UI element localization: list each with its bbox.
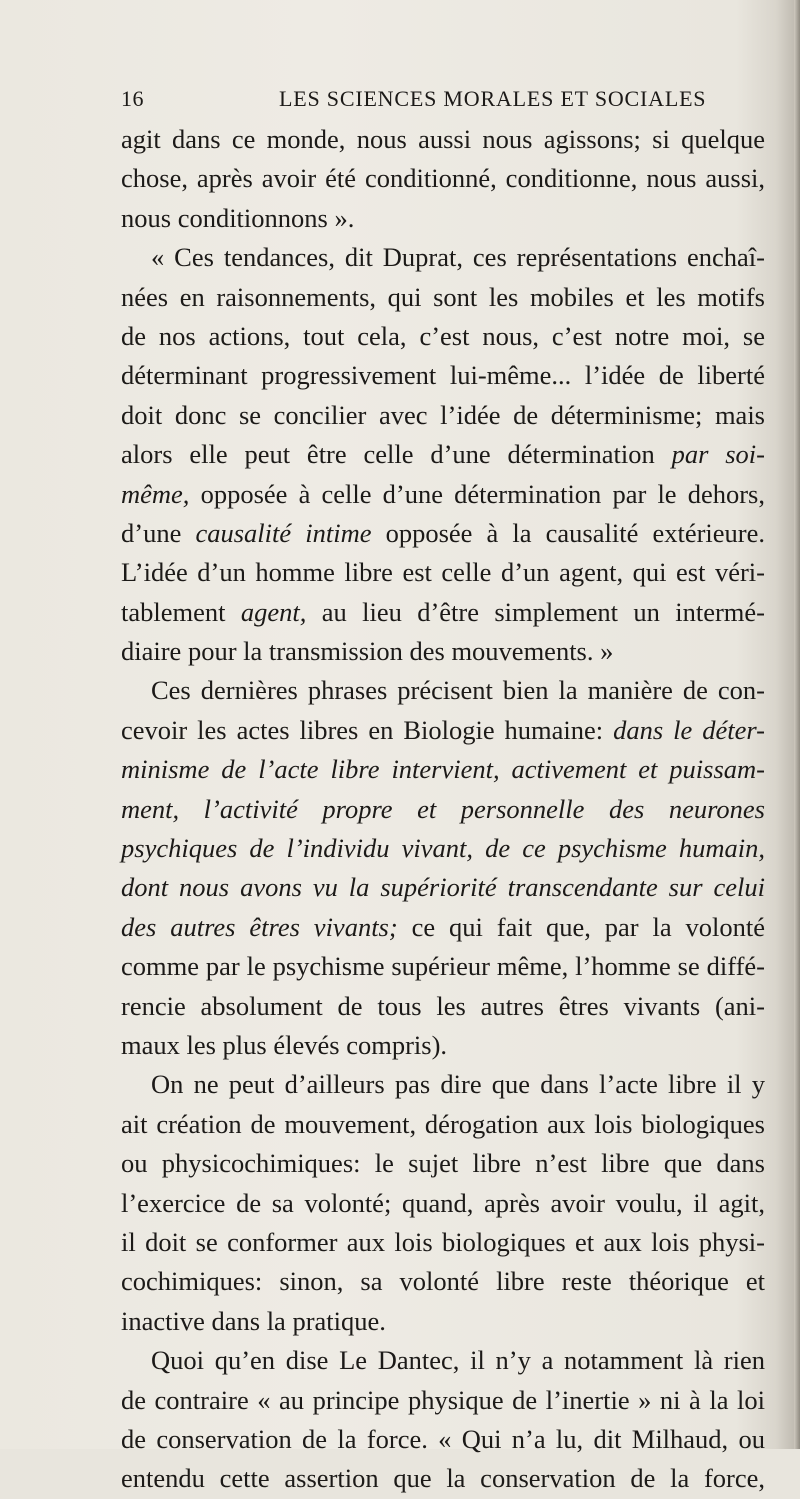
- text-line: [121, 947, 765, 986]
- text-line: [121, 908, 765, 947]
- text-line: [121, 1223, 765, 1262]
- text-line: [121, 1184, 765, 1223]
- text-segment: chose, après avoir été conditionné, conditionne, nous aussi,: [121, 163, 765, 194]
- italic-text: ment, l’activité propre et personnelle des neurones: [121, 793, 765, 824]
- page-number: 16: [121, 86, 144, 111]
- text-line: [121, 317, 765, 356]
- text-line: [121, 711, 765, 750]
- text-line: [121, 278, 765, 317]
- text-segment: il doit se conformer aux lois biologiques et aux lois physi-: [121, 1226, 765, 1257]
- italic-text: minisme de l’acte libre intervient, activement et puissam-: [121, 754, 765, 785]
- text-segment: entendu cette assertion que la conservation de la force,: [121, 1463, 765, 1494]
- text-segment: cochimiques: sinon, sa volonté libre reste théorique et: [121, 1266, 765, 1297]
- text-segment: cevoir les actes libres en Biologie humaine:: [121, 714, 614, 745]
- text-line: [121, 1302, 765, 1341]
- text-segment: L’idée d’un homme libre est celle d’un agent, qui est véri-: [121, 557, 765, 588]
- text-segment: ce qui fait que, par la volonté: [397, 911, 765, 942]
- text-segment: opposée à celle d’une détermination par le dehors,: [189, 478, 765, 509]
- text-line: [121, 356, 765, 395]
- text-segment: diaire pour la transmission des mouvements. »: [121, 636, 614, 667]
- text-line: [121, 475, 765, 514]
- body-text: [121, 120, 765, 1499]
- text-segment: agit dans ce monde, nous aussi nous agissons; si quelque: [121, 124, 765, 154]
- text-segment: Quoi qu’en dise Le Dantec, il n’y a notamment là rien: [151, 1345, 765, 1376]
- italic-text: dans le déter-: [613, 714, 765, 745]
- text-segment: de nos actions, tout cela, c’est nous, c’est notre moi, se: [121, 320, 765, 351]
- text-line: [121, 435, 765, 474]
- text-line: [121, 987, 765, 1026]
- text-segment: de conservation de la force. « Qui n’a lu, dit Milhaud, ou: [121, 1423, 765, 1454]
- text-line: [121, 671, 765, 710]
- text-line: [121, 553, 765, 592]
- text-line: [121, 593, 765, 632]
- italic-text: par soi-: [671, 439, 765, 470]
- text-line: [121, 199, 765, 238]
- text-line: [121, 1381, 765, 1420]
- text-line: [121, 1065, 765, 1104]
- text-segment: opposée à la causalité extérieure.: [371, 517, 765, 548]
- text-line: [121, 1262, 765, 1301]
- italic-text: agent,: [240, 596, 307, 627]
- text-line: [121, 1459, 765, 1498]
- text-segment: ou physicochimiques: le sujet libre n’est libre que dans: [121, 1148, 765, 1179]
- text-line: [121, 514, 765, 553]
- text-line: [121, 1026, 765, 1065]
- text-segment: comme par le psychisme supérieur même, l’homme se diffé-: [121, 951, 765, 982]
- text-line: [121, 120, 765, 159]
- text-segment: tablement: [121, 596, 241, 627]
- text-segment: inactive dans la pratique.: [121, 1305, 386, 1336]
- text-line: [121, 632, 765, 671]
- text-line: [121, 1420, 765, 1459]
- text-segment: l’exercice de sa volonté; quand, après avoir voulu, il agit,: [121, 1187, 765, 1218]
- text-line: [121, 1144, 765, 1183]
- text-line: [121, 868, 765, 907]
- text-segment: alors elle peut être celle d’une détermination: [121, 439, 672, 470]
- text-line: [121, 238, 765, 277]
- text-segment: rencie absolument de tous les autres êtres vivants (ani-: [121, 990, 765, 1021]
- text-line: [121, 829, 765, 868]
- text-segment: ait création de mouvement, dérogation aux lois biologiques: [121, 1108, 765, 1139]
- text-segment: « Ces tendances, dit Duprat, ces représentations enchaî-: [151, 242, 765, 273]
- running-head: LES SCIENCES MORALES ET SOCIALES: [279, 86, 707, 111]
- text-segment: doit donc se concilier avec l’idée de déterminisme; mais: [121, 399, 765, 430]
- text-line: [121, 159, 765, 198]
- text-line: [121, 790, 765, 829]
- text-segment: de contraire « au principe physique de l’inertie » ni à la loi: [121, 1384, 765, 1415]
- italic-text: des autres êtres vivants;: [121, 911, 398, 942]
- text-line: [121, 1105, 765, 1144]
- text-segment: On ne peut d’ailleurs pas dire que dans l’acte libre il y: [151, 1069, 765, 1100]
- text-segment: nous conditionnons ».: [121, 202, 355, 233]
- text-line: [121, 1341, 765, 1380]
- text-segment: maux les plus élevés compris).: [121, 1029, 448, 1060]
- text-line: [121, 750, 765, 789]
- text-segment: Ces dernières phrases précisent bien la manière de con-: [151, 675, 765, 706]
- text-segment: déterminant progressivement lui-même... l’idée de liberté: [121, 360, 765, 391]
- italic-text: causalité intime: [195, 517, 372, 548]
- text-line: [121, 396, 765, 435]
- text-segment: d’une: [121, 517, 196, 548]
- italic-text: même,: [121, 478, 190, 509]
- text-segment: nées en raisonnements, qui sont les mobiles et les motifs: [121, 281, 765, 312]
- page-edge-shadow: [794, 0, 800, 1449]
- italic-text: psychiques de l’individu vivant, de ce psychisme humain,: [121, 833, 765, 864]
- text-segment: au lieu d’être simplement un intermé-: [306, 596, 765, 627]
- page-header: [121, 86, 761, 116]
- italic-text: dont nous avons vu la supériorité transcendante sur celui: [121, 872, 765, 903]
